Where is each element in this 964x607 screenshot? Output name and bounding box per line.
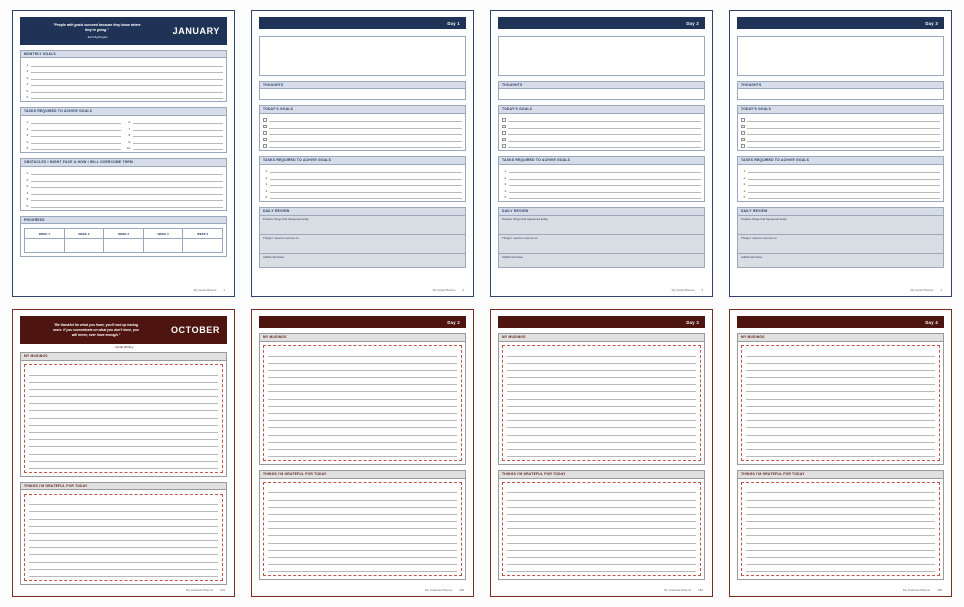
month-quote-line-2: more. If you concentrate on what you don't have, you — [53, 327, 139, 332]
progress-col-week-4: WEEK 4 — [143, 229, 183, 239]
review-label-positive: Positive things that happened today — [502, 217, 548, 222]
page-footer — [20, 285, 227, 292]
goal-checkbox[interactable] — [502, 138, 506, 142]
day-title-writing-box[interactable] — [498, 36, 705, 76]
musings-dashed-area[interactable] — [741, 345, 940, 461]
section-title-progress: PROGRESS — [20, 216, 227, 224]
section-title-todays-goals: TODAY'S GOALS — [259, 105, 466, 113]
page-gratitude-day-4[interactable] — [729, 309, 952, 597]
section-body-thoughts[interactable] — [737, 89, 944, 100]
day-title-writing-box[interactable] — [737, 36, 944, 76]
section-title-grateful-today: THINGS I'M GRATEFUL FOR TODAY — [259, 470, 466, 478]
section-body-tasks-required[interactable]: 1. 2. 3. 4. 5. — [259, 165, 466, 203]
section-body-tasks-required[interactable]: 1. 2. 3. 4. 5. — [498, 165, 705, 203]
review-additional-notes[interactable] — [259, 254, 466, 268]
footer-page-number: 4 — [940, 288, 942, 293]
section-title-tasks-required: TASKS REQUIRED TO ACHIVE GOALS — [737, 156, 944, 164]
footer-page-number: 185 — [937, 588, 942, 592]
section-body-todays-goals[interactable] — [737, 114, 944, 152]
section-body-grateful-today[interactable] — [498, 479, 705, 581]
section-title-thoughts: THOUGHTS — [259, 81, 466, 89]
goal-checkbox[interactable] — [741, 144, 745, 148]
section-title-monthly-goals: MONTHLY GOALS — [20, 50, 227, 58]
section-title-daily-review: DAILY REVIEW — [737, 207, 944, 215]
footer-title: My Goals Planner — [432, 288, 456, 293]
section-body-grateful-today[interactable] — [259, 479, 466, 581]
section-body-monthly-goals[interactable]: 1. 2. 3. 4. 5. 6. — [20, 58, 227, 102]
page-gratitude-day-2[interactable] — [251, 309, 474, 597]
section-body-thoughts[interactable] — [498, 89, 705, 100]
goal-checkbox[interactable] — [741, 138, 745, 142]
table-header-row — [25, 229, 223, 239]
review-label-improve: Things I need to improve on — [263, 236, 299, 241]
goal-checkbox[interactable] — [741, 118, 745, 122]
page-cell-goals-day-3 — [721, 4, 960, 303]
day-header-banner — [259, 17, 466, 29]
section-body-grateful-today[interactable] — [20, 490, 227, 585]
section-title-grateful-today: THINGS I'M GRATEFUL FOR TODAY — [20, 482, 227, 490]
musings-dashed-area[interactable] — [502, 345, 701, 461]
review-label-improve: Things I need to improve on — [502, 236, 538, 241]
section-body-grateful-today[interactable] — [737, 479, 944, 581]
table-row[interactable] — [25, 239, 223, 253]
month-quote-line-2: they're going." — [84, 27, 109, 32]
musings-dashed-area[interactable] — [24, 364, 223, 473]
page-cell-gratitude-day-4 — [721, 303, 960, 603]
page-cell-gratitude-day-3 — [482, 303, 721, 603]
review-label-notes: Additional Notes — [502, 255, 524, 260]
gratitude-dashed-area[interactable] — [502, 482, 701, 576]
footer-title: My Gratitude Planner — [664, 588, 692, 592]
footer-title: My Goals Planner — [193, 288, 217, 293]
footer-page-number: 183 — [459, 588, 464, 592]
page-cell-goals-day-1 — [243, 4, 482, 303]
review-label-positive: Positive things that happened today — [741, 217, 787, 222]
day-label: Day 2 — [447, 319, 460, 325]
gratitude-dashed-area[interactable] — [24, 494, 223, 581]
goal-checkbox[interactable] — [741, 131, 745, 135]
section-title-daily-review: DAILY REVIEW — [498, 207, 705, 215]
review-positive-things[interactable] — [498, 216, 705, 235]
section-title-daily-review: DAILY REVIEW — [259, 207, 466, 215]
goal-checkbox[interactable] — [263, 125, 267, 129]
day-header-banner — [259, 316, 466, 328]
section-title-grateful-today: THINGS I'M GRATEFUL FOR TODAY — [737, 470, 944, 478]
goal-checkbox[interactable] — [502, 131, 506, 135]
goal-checkbox[interactable] — [263, 118, 267, 122]
review-label-positive: Positive things that happened today — [263, 217, 309, 222]
section-body-obstacles[interactable]: 1. 2. 3. 4. 5. 6. — [20, 167, 227, 211]
section-body-tasks-required[interactable]: 1. 2. 3. 4. 5. 6. 7. 8. 9. 10. — [20, 116, 227, 154]
section-title-obstacles: OBSTACLES I MIGHT FACE & HOW I WILL OVERCOME THEM — [20, 158, 227, 166]
gratitude-dashed-area[interactable] — [741, 482, 940, 576]
page-gratitude-day-3[interactable] — [490, 309, 713, 597]
page-january-monthly[interactable] — [12, 10, 235, 297]
progress-col-week-5: WEEK 5 — [183, 229, 223, 239]
day-label: Day 2 — [686, 20, 699, 26]
review-label-notes: Additional Notes — [741, 255, 763, 260]
goal-checkbox[interactable] — [502, 125, 506, 129]
section-body-my-musings[interactable] — [20, 361, 227, 477]
month-quote-attribution: - Oprah Winfrey — [113, 345, 134, 350]
page-goals-day-3[interactable] — [729, 10, 952, 297]
goal-checkbox[interactable] — [502, 118, 506, 122]
month-quote — [27, 22, 167, 40]
section-title-thoughts: THOUGHTS — [737, 81, 944, 89]
page-cell-january — [4, 4, 243, 303]
footer-page-number: 184 — [698, 588, 703, 592]
review-improve-on[interactable] — [259, 235, 466, 254]
musings-dashed-area[interactable] — [263, 345, 462, 461]
section-title-my-musings: MY MUSINGS — [259, 333, 466, 341]
page-cell-gratitude-day-2 — [243, 303, 482, 603]
day-label: Day 4 — [925, 319, 938, 325]
section-title-tasks-required: TASKS REQUIRED TO ACHIVE GOALS — [20, 107, 227, 115]
section-body-my-musings[interactable] — [498, 342, 705, 465]
section-body-my-musings[interactable] — [737, 342, 944, 465]
section-title-grateful-today: THINGS I'M GRATEFUL FOR TODAY — [498, 470, 705, 478]
month-name: JANUARY — [172, 26, 220, 36]
section-body-tasks-required[interactable]: 1. 2. 3. 4. 5. — [737, 165, 944, 203]
page-october-monthly[interactable] — [12, 309, 235, 597]
page-footer — [259, 285, 466, 292]
review-label-improve: Things I need to improve on — [741, 236, 777, 241]
progress-col-week-2: WEEK 2 — [64, 229, 104, 239]
page-footer — [498, 285, 705, 292]
section-body-my-musings[interactable] — [259, 342, 466, 465]
section-title-tasks-required: TASKS REQUIRED TO ACHIVE GOALS — [259, 156, 466, 164]
section-title-my-musings: MY MUSINGS — [20, 352, 227, 360]
page-cell-goals-day-2 — [482, 4, 721, 303]
section-title-thoughts: THOUGHTS — [498, 81, 705, 89]
page-goals-day-2[interactable] — [490, 10, 713, 297]
review-positive-things[interactable] — [737, 216, 944, 235]
month-quote-attribution: - Earl Nightingale — [86, 34, 108, 39]
month-header-banner — [20, 316, 227, 344]
review-positive-things[interactable] — [259, 216, 466, 235]
month-quote-line-1: "Be thankful for what you have; you'll end up having — [53, 322, 139, 327]
goal-checkbox[interactable] — [263, 131, 267, 135]
month-quote-line-1: "People with goals succeed because they know where — [53, 23, 141, 28]
section-title-todays-goals: TODAY'S GOALS — [737, 105, 944, 113]
page-footer — [737, 585, 944, 592]
page-footer — [259, 585, 466, 592]
section-body-todays-goals[interactable] — [259, 114, 466, 152]
day-title-writing-box[interactable] — [259, 36, 466, 76]
footer-title: My Gratitude Planner — [186, 588, 214, 592]
section-title-tasks-required: TASKS REQUIRED TO ACHIVE GOALS — [498, 156, 705, 164]
progress-col-week-3: WEEK 3 — [104, 229, 144, 239]
section-title-todays-goals: TODAY'S GOALS — [498, 105, 705, 113]
footer-title: My Goals Planner — [671, 288, 695, 293]
day-header-banner — [498, 17, 705, 29]
page-footer — [20, 585, 227, 592]
day-label: Day 3 — [686, 319, 699, 325]
day-header-banner — [737, 316, 944, 328]
review-additional-notes[interactable] — [498, 254, 705, 268]
day-header-banner — [737, 17, 944, 29]
page-footer — [737, 285, 944, 292]
goal-checkbox[interactable] — [263, 144, 267, 148]
progress-col-week-1: WEEK 1 — [25, 229, 65, 239]
month-quote — [27, 321, 165, 339]
footer-page-number: 1 — [223, 288, 225, 293]
goal-checkbox[interactable] — [263, 138, 267, 142]
page-goals-day-1[interactable] — [251, 10, 474, 297]
review-improve-on[interactable] — [737, 235, 944, 254]
goal-checkbox[interactable] — [502, 144, 506, 148]
day-label: Day 1 — [447, 20, 460, 26]
footer-page-number: 3 — [701, 288, 703, 293]
footer-title: My Gratitude Planner — [903, 588, 931, 592]
day-label: Day 3 — [925, 20, 938, 26]
progress-table[interactable] — [24, 228, 223, 253]
gratitude-dashed-area[interactable] — [263, 482, 462, 576]
footer-title: My Gratitude Planner — [425, 588, 453, 592]
day-header-banner — [498, 316, 705, 328]
month-quote-line-3: will never, ever have enough." — [71, 332, 121, 337]
footer-page-number: 181 — [220, 588, 225, 592]
section-body-todays-goals[interactable] — [498, 114, 705, 152]
review-improve-on[interactable] — [498, 235, 705, 254]
page-footer — [498, 585, 705, 592]
goal-checkbox[interactable] — [741, 125, 745, 129]
section-title-my-musings: MY MUSINGS — [737, 333, 944, 341]
footer-title: My Goals Planner — [910, 288, 934, 293]
section-title-my-musings: MY MUSINGS — [498, 333, 705, 341]
month-name: OCTOBER — [170, 325, 220, 336]
footer-page-number: 2 — [462, 288, 464, 293]
review-additional-notes[interactable] — [737, 254, 944, 268]
month-header-banner — [20, 17, 227, 45]
review-label-notes: Additional Notes — [263, 255, 285, 260]
section-body-thoughts[interactable] — [259, 89, 466, 100]
section-body-progress[interactable] — [20, 224, 227, 257]
page-cell-october — [4, 303, 243, 603]
